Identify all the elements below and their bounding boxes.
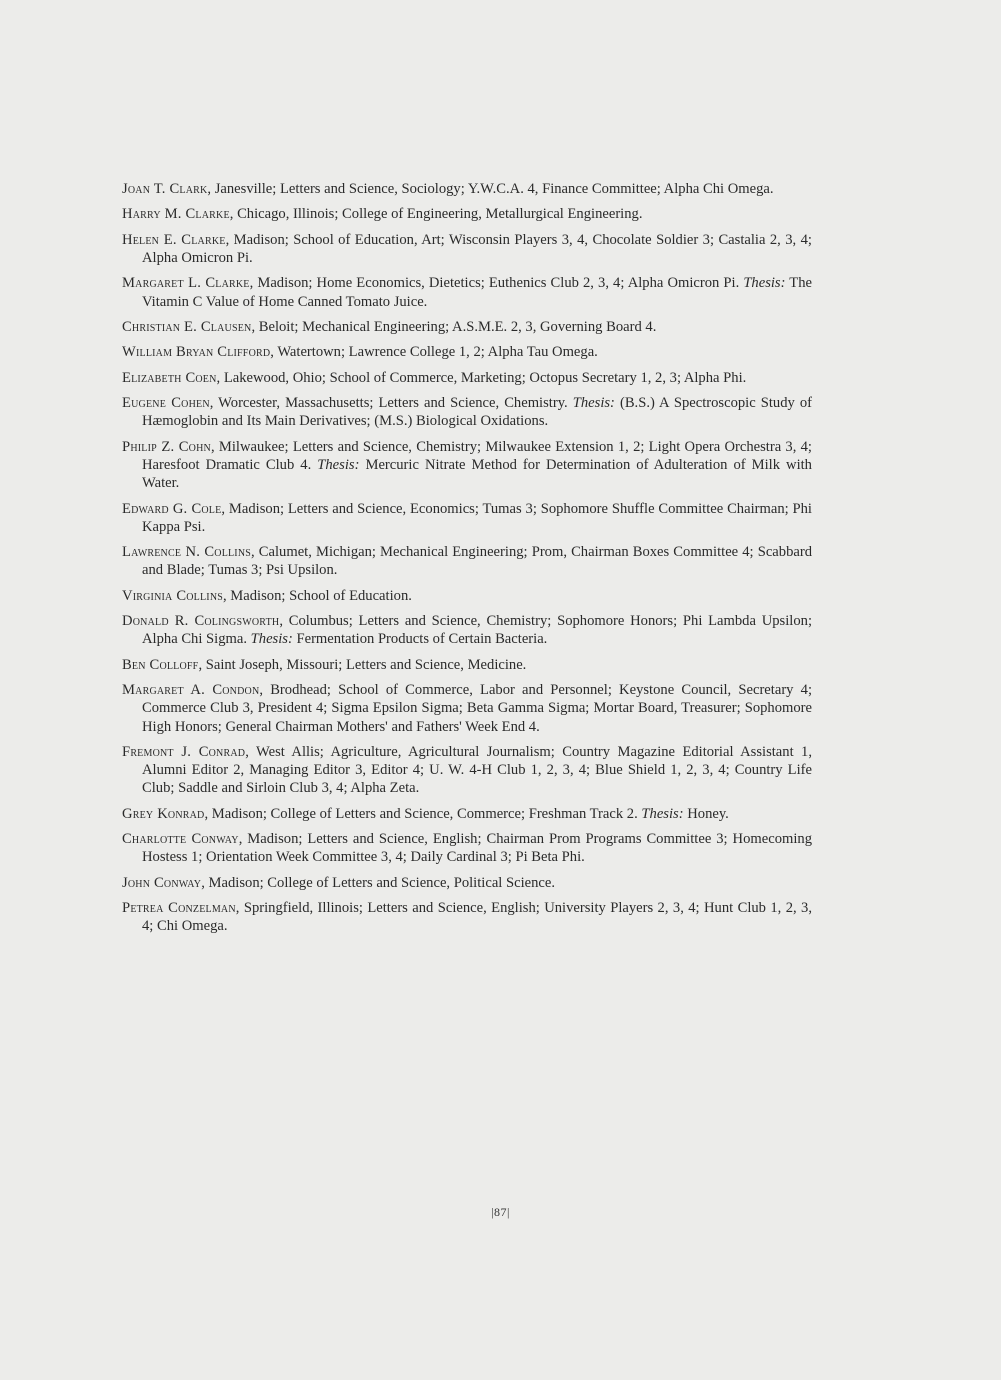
entry-thesis-label: Thesis: xyxy=(317,456,360,473)
entry-name: Charlotte Conway xyxy=(122,831,239,848)
entry-details: , Madison; College of Letters and Science, Political Science. xyxy=(201,874,556,891)
entry-petrea-conzelman xyxy=(122,899,812,935)
entry-details: , Madison; School of Education, Art; Wisconsin Players 3, 4, Chocolate Soldier 3; Castalia 2, 3, 4; Alpha Omicron Pi. xyxy=(142,231,812,266)
entry-thesis-title: Mercuric Nitrate Method for Determination of Adulteration of Milk with Water. xyxy=(142,456,812,492)
entry-name: Ben Colloff xyxy=(122,656,199,673)
entry-virginia-collins xyxy=(122,587,812,605)
entry-helen-clarke xyxy=(122,231,812,267)
entry-name: Grey Konrad xyxy=(122,805,205,822)
entry-details: , Calumet, Michigan; Mechanical Engineering; Prom, Chairman Boxes Committee 4; Scabbard and Blade; Tumas 3; Psi Upsilon. xyxy=(142,544,813,579)
entry-name: Margaret L. Clarke xyxy=(122,275,250,292)
entry-thesis-title: Fermentation Products of Certain Bacteria. xyxy=(292,631,548,648)
entry-name: William Bryan Clifford xyxy=(122,344,271,361)
entry-christian-clausen xyxy=(122,318,812,336)
entry-philip-cohn xyxy=(122,438,812,493)
entry-details: , Madison; School of Education. xyxy=(223,587,412,604)
entry-lawrence-collins xyxy=(122,543,812,579)
entry-ben-colloff xyxy=(122,656,812,674)
entry-name: Helen E. Clarke xyxy=(122,231,226,248)
entry-grey-konrad xyxy=(122,805,812,823)
entry-details: , Saint Joseph, Missouri; Letters and Science, Medicine. xyxy=(198,656,527,673)
entry-name: John Conway xyxy=(122,874,202,891)
entry-thesis-label: Thesis: xyxy=(743,275,786,292)
entry-fremont-conrad xyxy=(122,743,812,798)
entry-details: , Lakewood, Ohio; School of Commerce, Marketing; Octopus Secretary 1, 2, 3; Alpha Phi. xyxy=(216,369,747,386)
entry-margaret-clarke xyxy=(122,274,812,310)
entry-details: , Springfield, Illinois; Letters and Science, English; University Players 2, 3, 4; Hunt Club 1, 2, 3, 4; Chi Omega. xyxy=(142,900,812,935)
entry-details: , Milwaukee; Letters and Science, Chemistry; Milwaukee Extension 1, 2; Light Opera Orchestra 3, 4; Haresfoot Dramatic Club 4. xyxy=(142,438,812,473)
entry-margaret-condon xyxy=(122,681,812,736)
entry-john-conway xyxy=(122,874,812,892)
entry-details: , West Allis; Agriculture, Agricultural Journalism; Country Magazine Editorial Assistant 1, Alumni Editor 2, Managing Editor 3, Editor 4; U. W. 4-H Club 1, 2, 3, 4; Blue Shield 1, 2, 3, 4; Country Life Club; Saddle and Sirloin Club 3, 4; Alpha Zeta. xyxy=(142,743,812,797)
entry-details: , Chicago, Illinois; College of Engineering, Metallurgical Engineering. xyxy=(229,206,643,223)
entry-thesis-label: Thesis: xyxy=(572,395,615,412)
entry-name: Edward G. Cole xyxy=(122,500,222,517)
entry-name: Harry M. Clarke xyxy=(122,206,230,223)
entry-name: Philip Z. Cohn xyxy=(122,438,211,455)
entry-details: , Watertown; Lawrence College 1, 2; Alpha Tau Omega. xyxy=(270,344,598,361)
entry-name: Virginia Collins xyxy=(122,587,223,604)
entry-name: Donald R. Colingsworth xyxy=(122,613,280,630)
entry-name: Fremont J. Conrad xyxy=(122,743,246,760)
entry-thesis-label: Thesis: xyxy=(641,805,684,822)
entry-details: , Madison; Home Economics, Dietetics; Euthenics Club 2, 3, 4; Alpha Omicron Pi. xyxy=(249,275,744,292)
entry-charlotte-conway xyxy=(122,830,812,866)
page-number: |87| xyxy=(491,1205,510,1219)
entry-elizabeth-coen xyxy=(122,369,812,387)
entry-name: Petrea Conzelman xyxy=(122,900,236,917)
entry-name: Margaret A. Condon xyxy=(122,682,260,699)
entry-details: , Brodhead; School of Commerce, Labor and Personnel; Keystone Council, Secretary 4; Commerce Club 3, President 4; Sigma Epsilon Sigma; Beta Gamma Sigma; Mortar Board, Treasurer; Sophomore High Honors; General Chairman Mothers' and Fathers' Week End 4. xyxy=(142,682,812,735)
entry-name: Christian E. Clausen xyxy=(122,318,252,335)
entry-thesis-title: (B.S.) A Spectroscopic Study of Hæmoglobin and Its Main Derivatives; (M.S.) Biological Oxidations. xyxy=(142,395,812,430)
entry-details: , Madison; Letters and Science, Economics; Tumas 3; Sophomore Shuffle Committee Chairman; Phi Kappa Psi. xyxy=(142,500,812,535)
entry-william-clifford xyxy=(122,343,812,361)
entry-thesis-label: Thesis: xyxy=(250,631,293,648)
entry-donald-colingsworth xyxy=(122,612,812,648)
entry-details: , Madison; College of Letters and Science, Commerce; Freshman Track 2. xyxy=(204,805,642,822)
entry-thesis-title: Honey. xyxy=(683,805,729,822)
entry-eugene-cohen xyxy=(122,394,812,430)
entry-name: Joan T. Clark xyxy=(122,181,208,197)
entry-harry-clarke xyxy=(122,205,812,223)
entry-details: , Columbus; Letters and Science, Chemistry; Sophomore Honors; Phi Lambda Upsilon; Alpha Chi Sigma. xyxy=(142,613,812,648)
entry-details: , Beloit; Mechanical Engineering; A.S.M.E. 2, 3, Governing Board 4. xyxy=(251,318,657,335)
entry-name: Lawrence N. Collins xyxy=(122,544,252,561)
entry-details: , Worcester, Massachusetts; Letters and Science, Chemistry. xyxy=(209,395,573,412)
entry-joan-clark xyxy=(122,180,812,198)
entry-edward-cole xyxy=(122,500,812,536)
entry-list xyxy=(122,180,812,943)
entry-details: , Janesville; Letters and Science, Sociology; Y.W.C.A. 4, Finance Committee; Alpha Chi Omega. xyxy=(207,181,774,197)
entry-details: , Madison; Letters and Science, English; Chairman Prom Programs Committee 3; Homecoming Hostess 1; Orientation Week Committee 3, 4; Daily Cardinal 3; Pi Beta Phi. xyxy=(142,831,812,866)
entry-name: Elizabeth Coen xyxy=(122,369,217,386)
entry-thesis-title: The Vitamin C Value of Home Canned Tomato Juice. xyxy=(142,275,812,310)
entry-name: Eugene Cohen xyxy=(122,395,210,412)
